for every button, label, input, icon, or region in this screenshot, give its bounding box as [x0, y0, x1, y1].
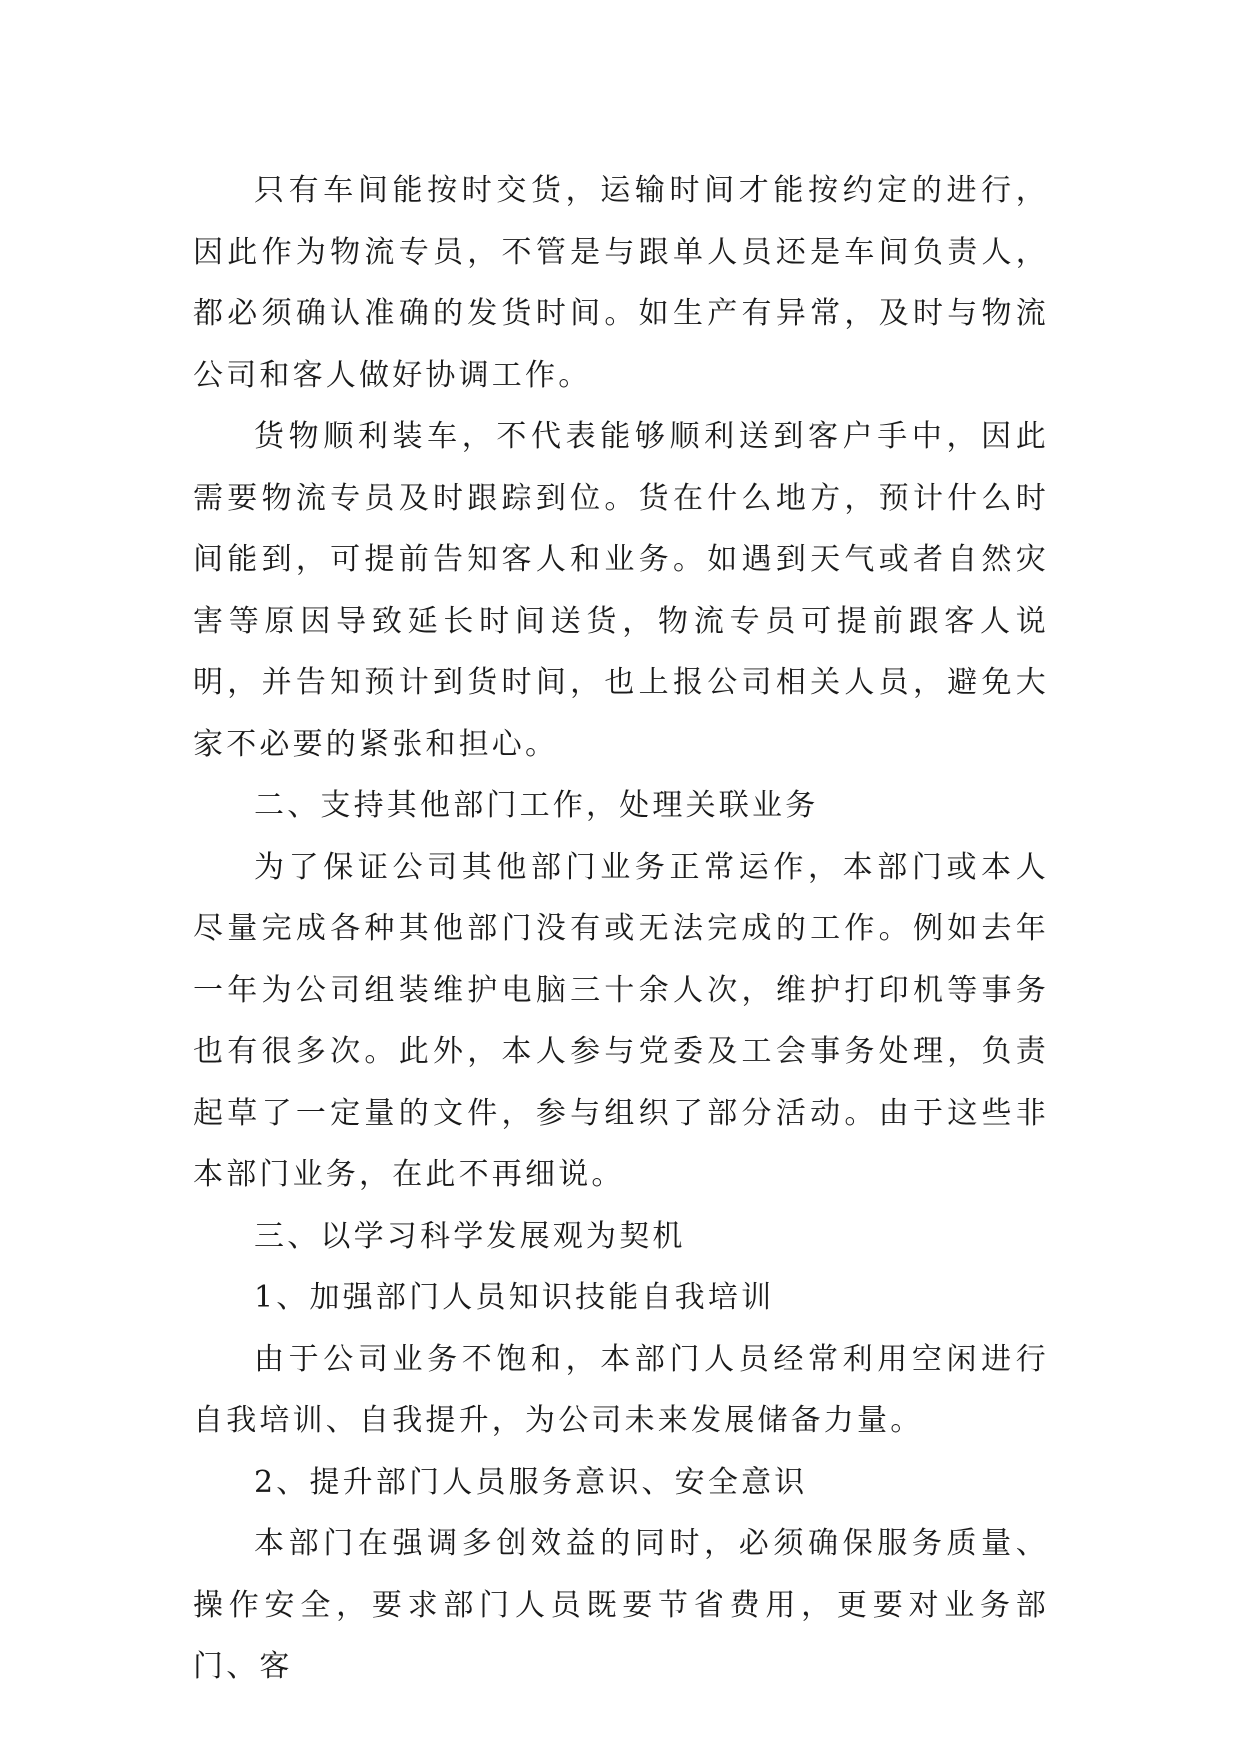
section-heading-3: 三、以学习科学发展观为契机 [254, 1218, 686, 1254]
section-heading-2: 二、支持其他部门工作，处理关联业务 [254, 788, 819, 823]
paragraph-self-training: 由于公司业务不饱和，本部门人员经常利用空闲进行自我培训、自我提升，为公司未来发展储备力量。 [193, 1341, 1049, 1438]
paragraph-cargo-tracking: 货物顺利装车，不代表能够顺利送到客户手中，因此需要物流专员及时跟踪到位。货在什么地方，预计什么时间能到，可提前告知客人和业务。如遇到天气或者自然灾害等原因导致延长时间送货，物流专员可提前跟客人说明，并告知预计到货时间，也上报公司相关人员，避免大家不必要的紧张和担心。 [193, 419, 1049, 762]
paragraph-service-quality: 本部门在强调多创效益的同时，必须确保服务质量、操作安全，要求部门人员既要节省费用，更要对业务部门、客 [193, 1526, 1049, 1684]
document-page [193, 160, 1049, 1698]
paragraph-delivery-time: 只有车间能按时交货，运输时间才能按约定的进行，因此作为物流专员，不管是与跟单人员还是车间负责人，都必须确认准确的发货时间。如生产有异常，及时与物流公司和客人做好协调工作。 [193, 173, 1049, 393]
subheading-service-safety: 2、提升部门人员服务意识、安全意识 [254, 1464, 808, 1500]
subheading-training: 1、加强部门人员知识技能自我培训 [254, 1280, 775, 1315]
paragraph-support-departments: 为了保证公司其他部门业务正常运作，本部门或本人尽量完成各种其他部门没有或无法完成的工作。例如去年一年为公司组装维护电脑三十余人次，维护打印机等事务也有很多次。此外，本人参与党委及工会事务处理，负责起草了一定量的文件，参与组织了部分活动。由于这些非本部门业务，在此不再细说。 [193, 849, 1049, 1192]
